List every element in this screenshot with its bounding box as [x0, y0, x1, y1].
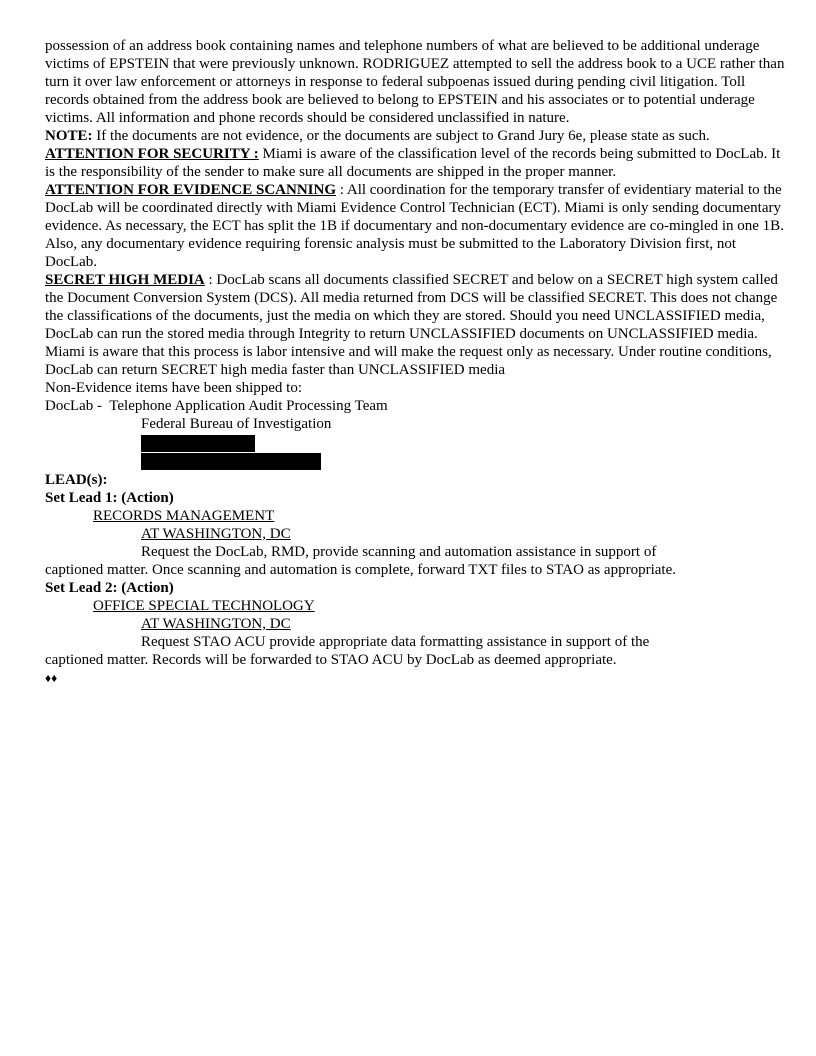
secret-media-label: SECRET HIGH MEDIA [45, 272, 205, 288]
shipping-line-3: Federal Bureau of Investigation [141, 416, 332, 432]
lead-2-request-rest: captioned matter. Records will be forwarded to STAO ACU by DocLab as deemed appropriate. [45, 652, 617, 668]
lead-1-location: AT WASHINGTON, DC [141, 526, 291, 542]
lead-2-request-first: Request STAO ACU provide appropriate data formatting assistance in support of the [141, 634, 650, 650]
lead-1-request-first: Request the DocLab, RMD, provide scanning and automation assistance in support of [141, 544, 657, 560]
note-paragraph [45, 127, 785, 145]
leads-heading: LEAD(s): [45, 472, 108, 488]
evidence-scanning-text: : All coordination for the temporary transfer of evidentiary material to the DocLab will be coordinated directly with Miami Evidence Control Technician (ECT). Miami is only sending documentary evidence. As necessary, the ECT has split the 1B if documentary and non-documentary evidence are co-mingled in one 1B. Also, any documentary evidence requiring forensic analysis must be submitted to the Laboratory Division first, not DocLab. [45, 182, 784, 270]
redaction-bar-1 [141, 435, 255, 452]
lead-2-location: AT WASHINGTON, DC [141, 616, 291, 632]
intro-paragraph: possession of an address book containing names and telephone numbers of what are believed to be additional underage victims of EPSTEIN that were previously unknown. RODRIGUEZ attempted to sell the address book to a UCE rather than turn it over law enforcement or attorneys in response to federal subpoenas issued during pending civil litigation. Toll records obtained from the address book are believed to belong to EPSTEIN and his associates or to potential underage victims. All information and phone records should be considered unclassified in nature. [45, 38, 785, 126]
security-label: ATTENTION FOR SECURITY : [45, 146, 259, 162]
shipping-line-2: DocLab - Telephone Application Audit Processing Team [45, 398, 388, 414]
lead-1-title: Set Lead 1: (Action) [45, 490, 174, 506]
redacted-address [45, 433, 785, 471]
lead-2 [45, 579, 785, 669]
lead-2-title: Set Lead 2: (Action) [45, 580, 174, 596]
lead-1 [45, 489, 785, 579]
secret-media-paragraph [45, 271, 785, 379]
shipping-line-1: Non-Evidence items have been shipped to: [45, 380, 303, 396]
secret-media-text: : DocLab scans all documents classified SECRET and below on a SECRET high system called the Document Conversion System (DCS). All media returned from DCS will be classified SECRET. This does not change the classifications of the documents, just the media on which they are stored. Should you need UNCLASSIFIED media, DocLab can run the stored media through Integrity to return UNCLASSIFIED documents on UNCLASSIFIED media. Miami is aware that this process is labor intensive and will make the request only as necessary. Under routine conditions, DocLab can return SECRET high media faster than UNCLASSIFIED media [45, 272, 778, 378]
security-paragraph [45, 145, 785, 181]
lead-1-request-rest: captioned matter. Once scanning and automation is complete, forward TXT files to STAO as appropriate. [45, 562, 676, 578]
lead-1-office: RECORDS MANAGEMENT [93, 508, 275, 524]
document-page [45, 37, 785, 687]
evidence-scanning-label: ATTENTION FOR EVIDENCE SCANNING [45, 182, 337, 198]
evidence-scanning-paragraph [45, 181, 785, 271]
note-label: NOTE: [45, 128, 93, 144]
redaction-bar-2 [141, 453, 321, 470]
note-text: If the documents are not evidence, or the documents are subject to Grand Jury 6e, please state as such. [92, 128, 710, 144]
end-mark: ♦♦ [45, 671, 58, 685]
lead-2-office: OFFICE SPECIAL TECHNOLOGY [93, 598, 315, 614]
security-text: Miami is aware of the classification level of the records being submitted to DocLab. It is the responsibility of the sender to make sure all documents are shipped in the proper manner. [45, 146, 781, 180]
